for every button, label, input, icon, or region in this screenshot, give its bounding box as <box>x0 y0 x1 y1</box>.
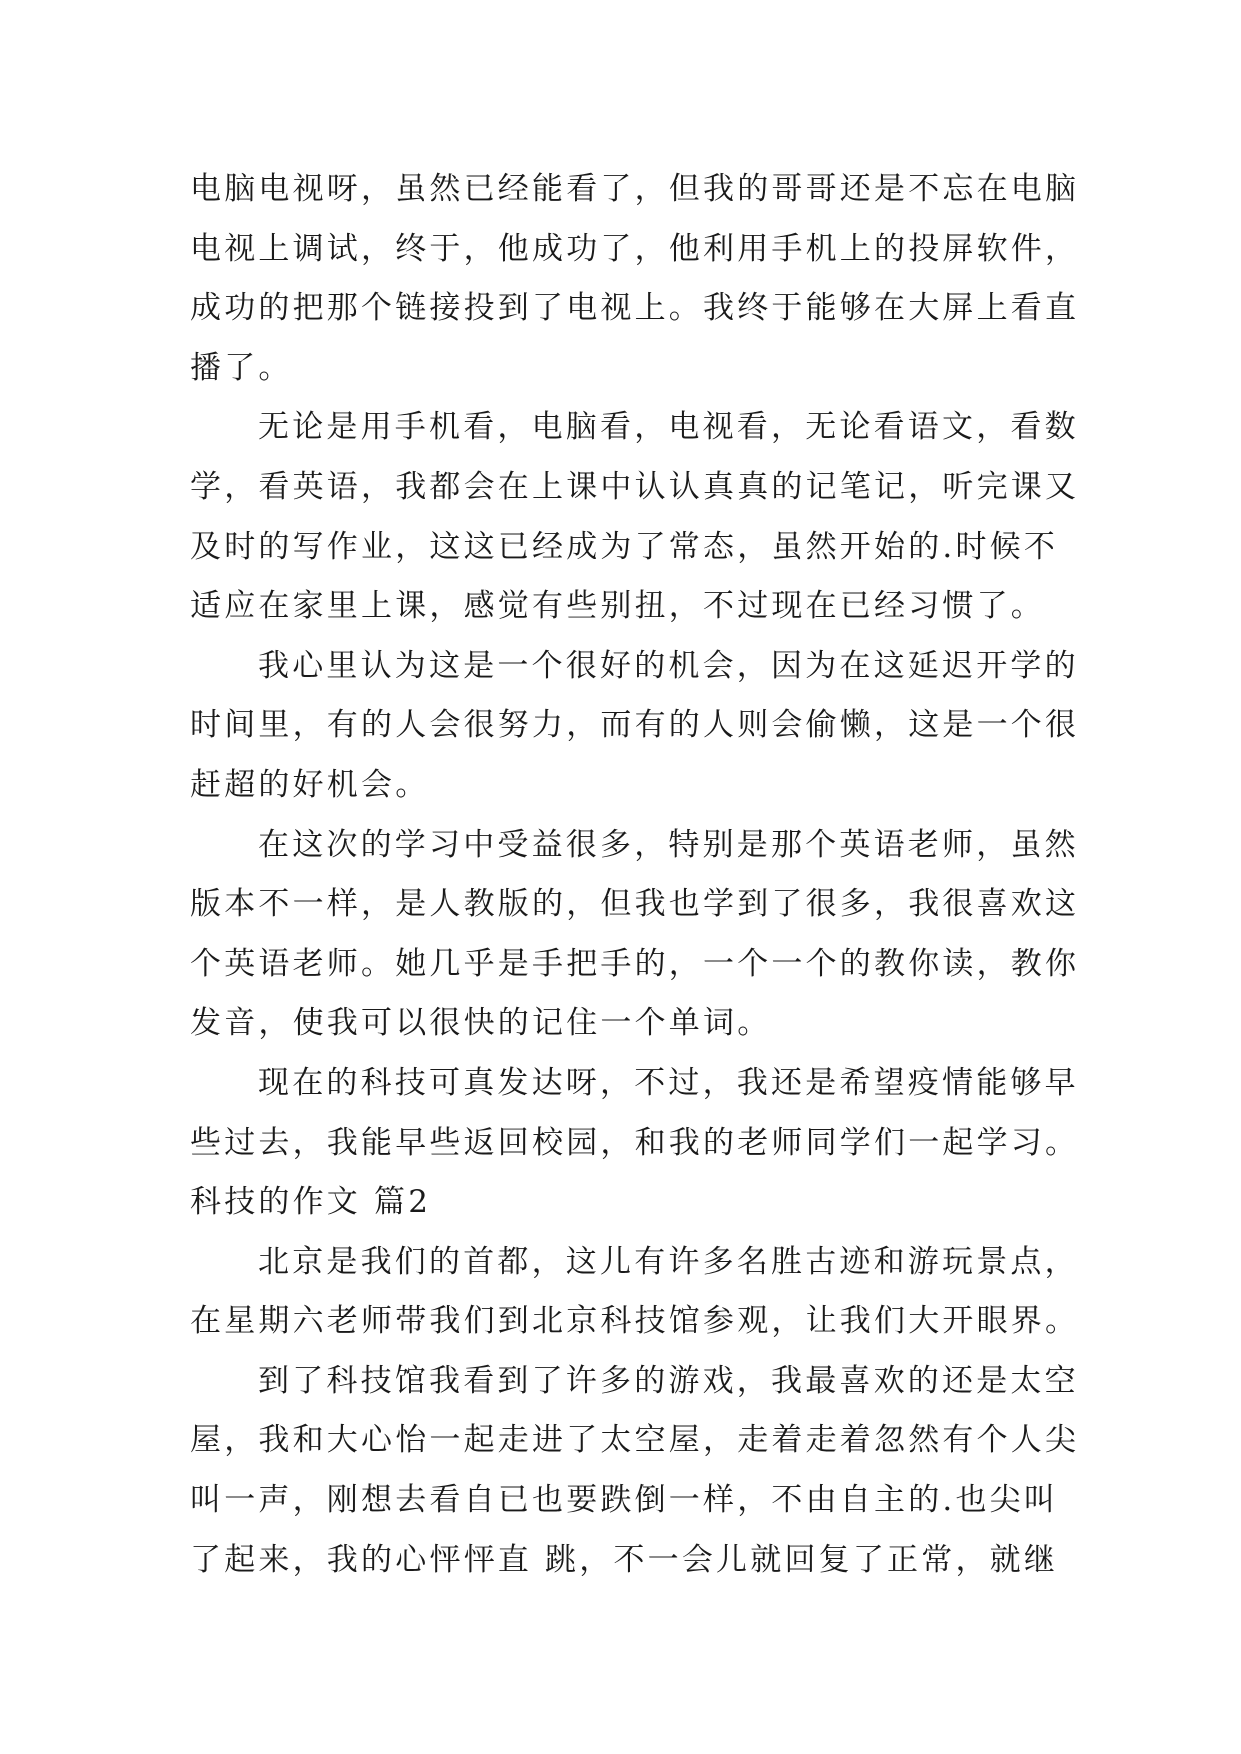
text-line: 北京是我们的首都，这儿有许多名胜古迹和游玩景点， <box>258 1243 1079 1280</box>
text-line: 时间里，有的人会很努力，而有的人则会偷懒，这是一个很 <box>190 707 1080 744</box>
text-line: 成功的把那个链接投到了电视上。我终于能够在大屏上看直 <box>190 290 1080 327</box>
text-line: 电脑电视呀，虽然已经能看了，但我的哥哥还是不忘在电脑 <box>190 171 1080 207</box>
text-line: 发音，使我可以很快的记住一个单词。 <box>190 1005 772 1042</box>
text-line: 适应在家里上课，感觉有些别扭，不过现在已经习惯了。 <box>190 588 1045 625</box>
text-line: 学，看英语，我都会在上课中认认真真的记笔记，听完课又 <box>190 468 1080 505</box>
essay-text <box>190 160 1080 1590</box>
text-line: 叫一声，刚想去看自已也要跌倒一样，不由自主的.也尖叫 <box>190 1482 1059 1519</box>
text-line: 版本不一样，是人教版的，但我也学到了很多，我很喜欢这 <box>190 886 1080 923</box>
text-line: 及时的写作业，这这已经成为了常态，虽然开始的.时候不 <box>190 528 1059 565</box>
text-line: 科技的作文 篇2 <box>190 1184 432 1221</box>
text-line: 我心里认为这是一个很好的机会，因为在这延迟开学的 <box>258 647 1079 684</box>
text-line: 在星期六老师带我们到北京科技馆参观，让我们大开眼界。 <box>190 1303 1080 1340</box>
text-line: 屋，我和大心怡一起走进了太空屋，走着走着忽然有个人尖 <box>190 1422 1080 1459</box>
text-line: 播了。 <box>190 349 293 386</box>
text-line: 赶超的好机会。 <box>190 766 430 803</box>
text-line: 个英语老师。她几乎是手把手的，一个一个的教你读，教你 <box>190 945 1080 982</box>
text-line: 了起来，我的心怦怦直 跳，不一会儿就回复了正常，就继 <box>190 1541 1059 1578</box>
text-line: 在这次的学习中受益很多，特别是那个英语老师，虽然 <box>258 826 1079 863</box>
text-line: 电视上调试，终于，他成功了，他利用手机上的投屏软件， <box>190 230 1080 267</box>
text-line: 无论是用手机看，电脑看，电视看，无论看语文，看数 <box>258 409 1079 446</box>
text-line: 现在的科技可真发达呀，不过，我还是希望疫情能够早 <box>258 1064 1079 1101</box>
text-line: 些过去，我能早些返回校园，和我的老师同学们一起学习。 <box>190 1124 1080 1161</box>
text-line: 到了科技馆我看到了许多的游戏，我最喜欢的还是太空 <box>258 1362 1079 1399</box>
